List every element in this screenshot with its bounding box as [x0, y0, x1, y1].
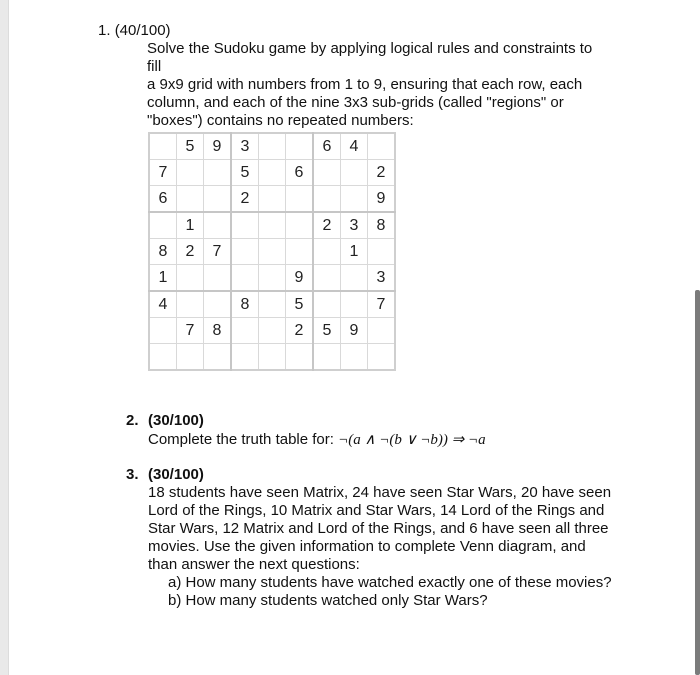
sudoku-cell[interactable]: 9: [368, 186, 396, 213]
sudoku-cell[interactable]: 7: [177, 318, 204, 344]
sudoku-row: [149, 344, 395, 371]
text-line: than answer the next questions:: [148, 556, 360, 573]
sudoku-cell[interactable]: [149, 318, 177, 344]
sudoku-cell[interactable]: 9: [204, 133, 232, 160]
text-line: a 9x9 grid with numbers from 1 to 9, ensuring that each row, each: [147, 76, 583, 93]
sudoku-cell[interactable]: [231, 318, 259, 344]
sudoku-cell[interactable]: [368, 344, 396, 371]
sudoku-cell[interactable]: [313, 291, 341, 318]
sudoku-cell[interactable]: [177, 160, 204, 186]
sudoku-cell[interactable]: [313, 239, 341, 265]
sudoku-cell[interactable]: [286, 133, 314, 160]
sudoku-cell[interactable]: [177, 344, 204, 371]
sudoku-cell[interactable]: 6: [149, 186, 177, 213]
sudoku-cell[interactable]: [341, 160, 368, 186]
sudoku-cell[interactable]: [259, 133, 286, 160]
question-3: [126, 466, 612, 610]
sudoku-cell[interactable]: 2: [177, 239, 204, 265]
sudoku-cell[interactable]: 2: [286, 318, 314, 344]
text-line: Lord of the Rings, 10 Matrix and Star Wars, 14 Lord of the Rings and: [148, 502, 605, 519]
sudoku-grid: [148, 132, 396, 371]
sudoku-cell[interactable]: 7: [149, 160, 177, 186]
sudoku-cell[interactable]: [149, 212, 177, 239]
sudoku-cell[interactable]: [368, 318, 396, 344]
sudoku-cell[interactable]: 3: [231, 133, 259, 160]
sudoku-cell[interactable]: 9: [286, 265, 314, 292]
sudoku-cell[interactable]: [204, 160, 232, 186]
sudoku-cell[interactable]: [286, 212, 314, 239]
sudoku-cell[interactable]: 3: [368, 265, 396, 292]
sudoku-cell[interactable]: 2: [231, 186, 259, 213]
sudoku-cell[interactable]: [204, 291, 232, 318]
question-3a: a) How many students have watched exactly one of these movies?: [168, 574, 612, 591]
text-line: movies. Use the given information to complete Venn diagram, and: [148, 538, 586, 555]
sudoku-cell[interactable]: [259, 318, 286, 344]
sudoku-cell[interactable]: 5: [177, 133, 204, 160]
sudoku-cell[interactable]: [313, 344, 341, 371]
sudoku-cell[interactable]: [177, 265, 204, 292]
sudoku-cell[interactable]: [368, 133, 396, 160]
sudoku-cell[interactable]: [286, 186, 314, 213]
sudoku-cell[interactable]: [177, 291, 204, 318]
sudoku-cell[interactable]: [313, 186, 341, 213]
sudoku-cell[interactable]: 6: [313, 133, 341, 160]
sudoku-cell[interactable]: [259, 344, 286, 371]
sudoku-cell[interactable]: [231, 344, 259, 371]
sudoku-row: [149, 160, 395, 186]
sudoku-cell[interactable]: [259, 291, 286, 318]
sudoku-row: [149, 239, 395, 265]
question-1-points: (40/100): [114, 22, 171, 39]
text-line: Star Wars, 12 Matrix and Lord of the Rings, and 6 have seen all three: [148, 520, 609, 537]
sudoku-cell[interactable]: [204, 265, 232, 292]
sudoku-cell[interactable]: 6: [286, 160, 314, 186]
sudoku-cell[interactable]: [259, 160, 286, 186]
sudoku-cell[interactable]: 2: [313, 212, 341, 239]
sudoku-cell[interactable]: [259, 265, 286, 292]
sudoku-row: [149, 212, 395, 239]
question-1-heading: [98, 22, 171, 39]
sudoku-cell[interactable]: 2: [368, 160, 396, 186]
sudoku-cell[interactable]: 8: [368, 212, 396, 239]
sudoku-cell[interactable]: [231, 212, 259, 239]
question-2-formula: ¬(a ∧ ¬(b ∨ ¬b)) ⇒ ¬a: [338, 432, 486, 448]
text-line: "boxes") contains no repeated numbers:: [147, 112, 414, 129]
sudoku-cell[interactable]: 8: [149, 239, 177, 265]
sudoku-cell[interactable]: 5: [286, 291, 314, 318]
sudoku-cell[interactable]: 1: [149, 265, 177, 292]
sudoku-cell[interactable]: [204, 212, 232, 239]
question-2: [126, 411, 486, 450]
sudoku-cell[interactable]: [231, 239, 259, 265]
sudoku-cell[interactable]: [341, 344, 368, 371]
question-2-number: 2.: [126, 412, 139, 429]
question-3-points: (30/100): [148, 466, 204, 483]
sudoku-cell[interactable]: 7: [204, 239, 232, 265]
text-line: column, and each of the nine 3x3 sub-grids (called "regions" or: [147, 94, 564, 111]
question-1-number: 1.: [98, 22, 111, 39]
sudoku-cell[interactable]: 9: [341, 318, 368, 344]
sudoku-row: [149, 186, 395, 213]
sudoku-row: [149, 318, 395, 344]
sudoku-cell[interactable]: [259, 186, 286, 213]
question-2-text: Complete the truth table for:: [148, 431, 334, 448]
sudoku-cell[interactable]: [368, 239, 396, 265]
sudoku-cell[interactable]: [149, 344, 177, 371]
sudoku-cell[interactable]: [177, 186, 204, 213]
sudoku-cell[interactable]: 1: [341, 239, 368, 265]
sudoku-cell[interactable]: [286, 239, 314, 265]
sudoku-cell[interactable]: [313, 265, 341, 292]
scrollbar[interactable]: [695, 290, 700, 675]
sudoku-cell[interactable]: [259, 239, 286, 265]
sudoku-row: [149, 133, 395, 160]
sudoku-cell[interactable]: 5: [231, 160, 259, 186]
question-1-text: [147, 40, 607, 130]
sudoku-cell[interactable]: [204, 344, 232, 371]
sudoku-row: [149, 291, 395, 318]
left-edge-bar: [0, 0, 9, 675]
sudoku-cell[interactable]: [341, 291, 368, 318]
sudoku-cell[interactable]: [313, 160, 341, 186]
sudoku-cell[interactable]: 8: [204, 318, 232, 344]
sudoku-cell[interactable]: [286, 344, 314, 371]
text-line: 18 students have seen Matrix, 24 have seen Star Wars, 20 have seen: [148, 484, 612, 501]
sudoku-cell[interactable]: [341, 265, 368, 292]
sudoku-cell[interactable]: 8: [231, 291, 259, 318]
sudoku-cell[interactable]: 1: [177, 212, 204, 239]
sudoku-cell[interactable]: 7: [368, 291, 396, 318]
sudoku-cell[interactable]: [231, 265, 259, 292]
sudoku-cell[interactable]: 4: [341, 133, 368, 160]
sudoku-cell[interactable]: 4: [149, 291, 177, 318]
question-3b: b) How many students watched only Star Wars?: [168, 592, 488, 609]
text-line: Solve the Sudoku game by applying logical rules and constraints to fill: [147, 40, 593, 75]
sudoku-cell[interactable]: [149, 133, 177, 160]
question-2-points: (30/100): [148, 412, 204, 429]
sudoku-cell[interactable]: [259, 212, 286, 239]
question-3-number: 3.: [126, 466, 139, 483]
sudoku-row: [149, 265, 395, 292]
sudoku-cell[interactable]: 5: [313, 318, 341, 344]
sudoku-cell[interactable]: 3: [341, 212, 368, 239]
sudoku-cell[interactable]: [341, 186, 368, 213]
sudoku-cell[interactable]: [204, 186, 232, 213]
